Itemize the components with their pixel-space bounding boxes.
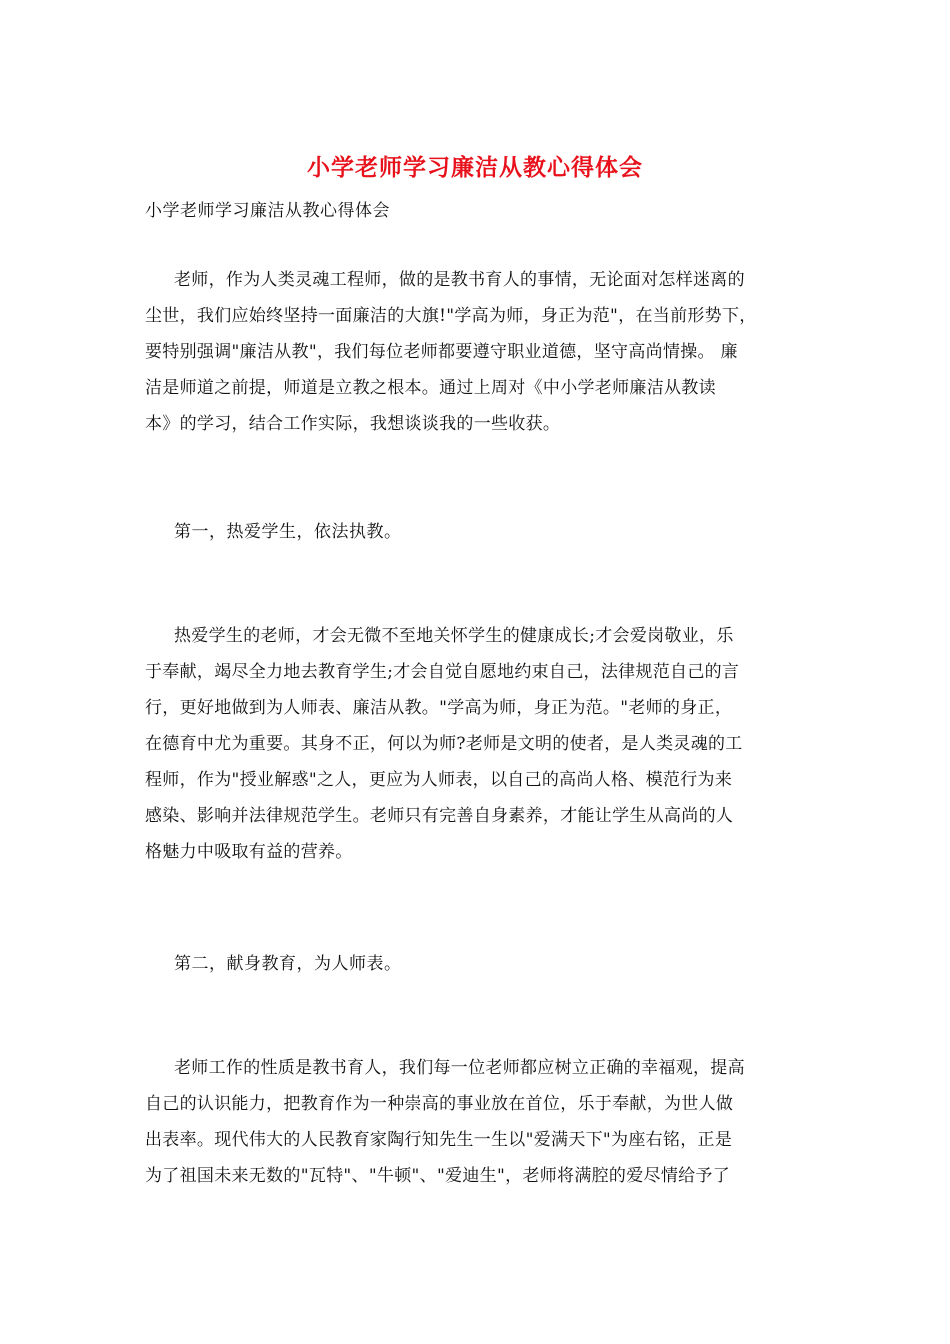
document-title: 小学老师学习廉洁从教心得体会 xyxy=(307,154,643,181)
paragraph-line: 程师，作为"授业解惑"之人，更应为人师表，以自己的高尚人格、模范行为来 xyxy=(145,770,733,790)
section-heading-1: 第一，热爱学生，依法执教。 xyxy=(174,522,402,542)
paragraph-line: 感染、影响并法律规范学生。老师只有完善自身素养，才能让学生从高尚的人 xyxy=(145,806,734,826)
paragraph-line: 热爱学生的老师，才会无微不至地关怀学生的健康成长;才会爱岗敬业，乐 xyxy=(174,626,734,646)
paragraph-line: 行，更好地做到为人师表、廉洁从教。"学高为师，身正为范。"老师的身正， xyxy=(145,698,733,718)
paragraph-line: 在德育中尤为重要。其身不正，何以为师?老师是文明的使者，是人类灵魂的工 xyxy=(145,734,743,754)
section1-paragraph xyxy=(145,618,820,870)
paragraph-line: 格魅力中吸取有益的营养。 xyxy=(145,842,353,862)
paragraph-line: 老师，作为人类灵魂工程师，做的是教书育人的事情，无论面对怎样迷离的 xyxy=(174,270,745,290)
paragraph-line: 为了祖国未来无数的"瓦特"、"牛顿"、"爱迪生"，老师将满腔的爱尽情给予了 xyxy=(145,1166,731,1186)
paragraph-line: 老师工作的性质是教书育人，我们每一位老师都应树立正确的幸福观，提高 xyxy=(174,1058,745,1078)
paragraph-line: 于奉献，竭尽全力地去教育学生;才会自觉自愿地约束自己，法律规范自己的言 xyxy=(145,662,740,682)
section2-paragraph xyxy=(145,1050,820,1194)
paragraph-line: 本》的学习，结合工作实际，我想谈谈我的一些收获。 xyxy=(145,414,561,434)
paragraph-line: 洁是师道之前提，师道是立教之根本。通过上周对《中小学老师廉洁从教读 xyxy=(145,378,716,398)
document-subtitle: 小学老师学习廉洁从教心得体会 xyxy=(145,201,390,221)
intro-paragraph xyxy=(145,262,820,442)
paragraph-line: 出表率。现代伟大的人民教育家陶行知先生一生以"爱满天下"为座右铭，正是 xyxy=(145,1130,733,1150)
paragraph-line: 要特别强调"廉洁从教"，我们每位老师都要遵守职业道德，坚守高尚情操。 廉 xyxy=(145,342,738,362)
paragraph-line: 尘世，我们应始终坚持一面廉洁的大旗!"学高为师，身正为范"，在当前形势下， xyxy=(145,306,757,326)
section-heading-2: 第二，献身教育，为人师表。 xyxy=(174,954,402,974)
paragraph-line: 自己的认识能力，把教育作为一种崇高的事业放在首位，乐于奉献，为世人做 xyxy=(145,1094,734,1114)
